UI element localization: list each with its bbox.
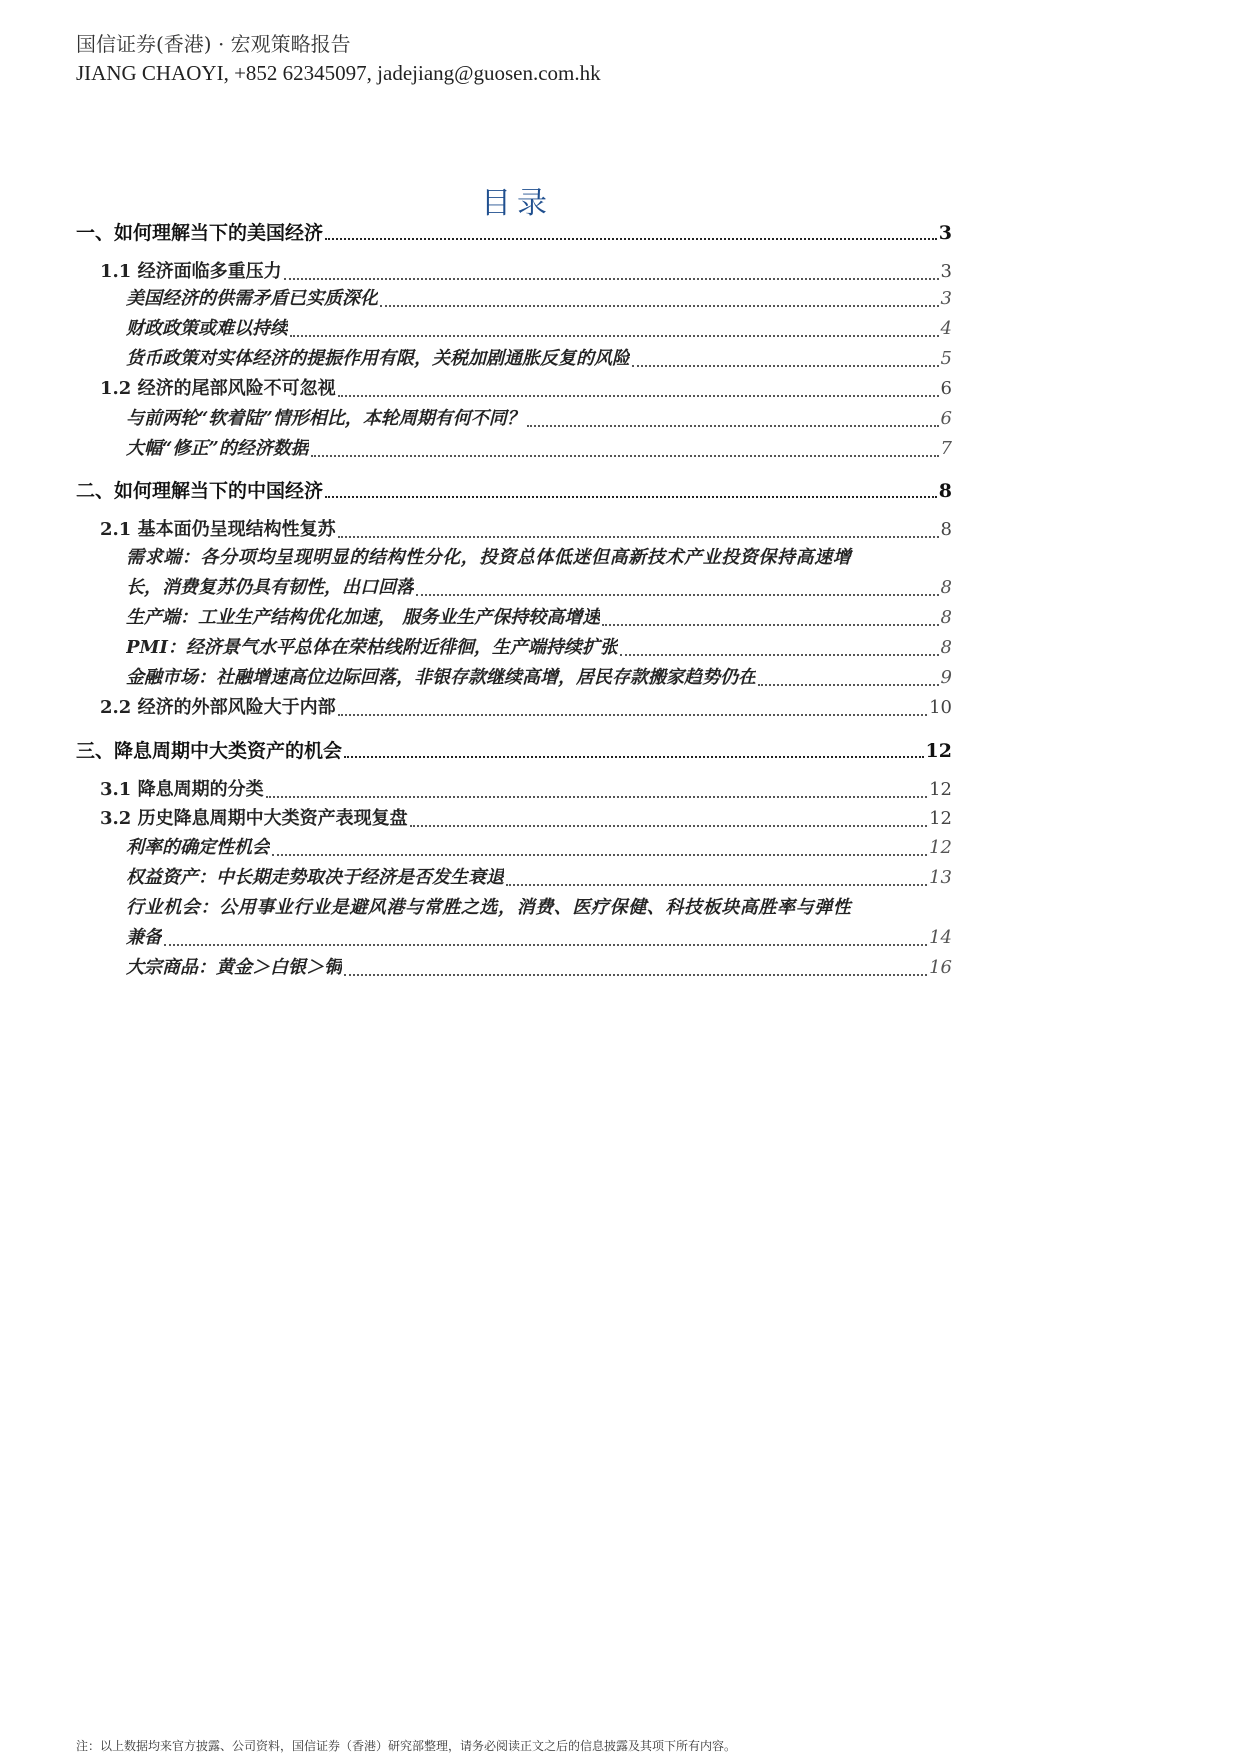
toc-entry-page: 8: [938, 480, 952, 502]
toc-entry-text: 三、降息周期中大类资产的机会: [76, 740, 343, 762]
toc-leader-dots: [338, 395, 939, 397]
toc-entry-3-2[interactable]: [76, 805, 952, 833]
toc-entry-page: 9: [940, 667, 952, 688]
toc-leader-dots: [164, 944, 927, 946]
toc-leader-dots: [632, 365, 939, 367]
toc-entry-text: 3.1 降息周期的分类: [100, 779, 264, 800]
toc-entry-3-2-b[interactable]: [76, 864, 952, 892]
toc-leader-dots: [416, 594, 939, 596]
toc-leader-dots: [272, 854, 927, 856]
toc-entry-1-2-b[interactable]: [76, 435, 952, 463]
toc-leader-dots: [602, 624, 938, 626]
toc-entry-2-1-a[interactable]: [76, 574, 952, 602]
toc-entry-3-1[interactable]: [76, 776, 952, 804]
toc-entry-2-1-c[interactable]: [76, 634, 952, 662]
toc-entry-3-2-a[interactable]: [76, 834, 952, 862]
toc-leader-dots: [290, 335, 939, 337]
toc-leader-dots: [506, 884, 927, 886]
toc-entry-text: 利率的确定性机会: [126, 837, 270, 858]
toc-entry-page: 6: [940, 378, 952, 399]
toc-entry-text: 权益资产：中长期走势取决于经济是否发生衰退: [126, 867, 504, 888]
toc-entry-page: 8: [940, 607, 952, 628]
toc-entry-page: 7: [940, 438, 952, 459]
toc-leader-dots: [325, 238, 937, 240]
toc-entry-2-2[interactable]: [76, 694, 952, 722]
toc-entry-page: 16: [929, 957, 952, 978]
toc-entry-1-2[interactable]: [76, 375, 952, 403]
toc-entry-page: 8: [940, 637, 952, 658]
toc-entry-1-1-a[interactable]: [76, 285, 952, 313]
toc-entry-1[interactable]: [76, 218, 952, 248]
toc-leader-dots: [758, 684, 939, 686]
toc-leader-dots: [344, 756, 924, 758]
toc-entry-page: 12: [929, 837, 952, 858]
toc-entry-3-2-d[interactable]: [76, 954, 952, 982]
toc-entry-page: 4: [940, 318, 952, 339]
toc-entry-1-1-b[interactable]: [76, 315, 952, 343]
toc-leader-dots: [284, 278, 939, 280]
toc-entry-2-1-d[interactable]: [76, 664, 952, 692]
toc-entry-page: 3: [940, 288, 952, 309]
toc-entry-text: 长，消费复苏仍具有韧性，出口回落: [126, 577, 414, 598]
toc-entry-text: 金融市场：社融增速高位边际回落，非银存款继续高增，居民存款搬家趋势仍在: [126, 667, 756, 688]
toc-entry-page: 3: [940, 261, 952, 282]
toc-entry-1-1-c[interactable]: [76, 345, 952, 373]
toc-entry-page: 14: [929, 927, 952, 948]
toc-entry-text: 一、如何理解当下的美国经济: [76, 222, 324, 244]
toc-entry-text: 美国经济的供需矛盾已实质深化: [126, 288, 378, 309]
footer-disclaimer: 注：以上数据均来官方披露、公司资料，国信证券（香港）研究部整理，请务必阅读正文之后的信息披露及其项下所有内容。: [76, 1739, 737, 1753]
toc-entry-text: 生产端：工业生产结构优化加速， 服务业生产保持较高增速: [126, 607, 601, 628]
toc-entry-2-1[interactable]: [76, 516, 952, 544]
toc-entry-1-1[interactable]: [76, 258, 952, 286]
toc-leader-dots: [344, 974, 927, 976]
toc-entry-3[interactable]: [76, 736, 952, 766]
toc-entry-page: 8: [940, 519, 952, 540]
toc-entry-2[interactable]: [76, 476, 952, 506]
toc-entry-text: 2.2 经济的外部风险大于内部: [100, 697, 336, 718]
toc-entry-text: 2.1 基本面仍呈现结构性复苏: [100, 519, 336, 540]
toc-leader-dots: [325, 496, 937, 498]
toc-entry-text: 大幅“修正”的经济数据: [126, 438, 309, 459]
toc-entry-text: 1.1 经济面临多重压力: [100, 261, 282, 282]
header-firm-title: 国信证券(香港) · 宏观策略报告: [76, 32, 351, 56]
toc-entry-page: 12: [929, 808, 952, 829]
toc-leader-dots: [338, 714, 928, 716]
toc-entry-page: 3: [938, 222, 952, 244]
toc-entry-text: PMI：经济景气水平总体在荣枯线附近徘徊，生产端持续扩张: [126, 637, 618, 658]
toc-entry-text: 兼备: [126, 927, 162, 948]
toc-leader-dots: [410, 825, 928, 827]
toc-entry-page: 10: [929, 697, 952, 718]
toc-title: 目录: [481, 186, 553, 221]
toc-leader-dots: [338, 536, 939, 538]
toc-leader-dots: [380, 305, 939, 307]
toc-entry-page: 13: [929, 867, 952, 888]
toc-entry-text: 1.2 经济的尾部风险不可忽视: [100, 378, 336, 399]
toc-leader-dots: [527, 425, 939, 427]
toc-entry-text: 大宗商品：黄金＞白银＞铜: [126, 957, 342, 978]
toc-leader-dots: [311, 455, 939, 457]
toc-leader-dots: [266, 796, 928, 798]
toc-entry-text: 与前两轮“软着陆”情形相比，本轮周期有何不同？: [126, 408, 525, 429]
toc-entry-2-1-a-line1[interactable]: 需求端：各分项均呈现明显的结构性分化，投资总体低迷但高新技术产业投资保持高速增: [126, 547, 852, 568]
report-header: [76, 30, 601, 88]
toc-entry-text: 货币政策对实体经济的提振作用有限，关税加剧通胀反复的风险: [126, 348, 630, 369]
toc-leader-dots: [620, 654, 939, 656]
toc-entry-text: 3.2 历史降息周期中大类资产表现复盘: [100, 808, 408, 829]
toc-entry-2-1-b[interactable]: [76, 604, 952, 632]
toc-entry-3-2-c[interactable]: [76, 924, 952, 952]
toc-entry-page: 12: [929, 779, 952, 800]
toc-entry-text: 二、如何理解当下的中国经济: [76, 480, 324, 502]
toc-entry-1-2-a[interactable]: [76, 405, 952, 433]
toc-entry-page: 12: [925, 740, 952, 762]
toc-entry-page: 6: [940, 408, 952, 429]
toc-entry-text: 财政政策或难以持续: [126, 318, 288, 339]
header-author-contact: JIANG CHAOYI, +852 62345097, jadejiang@guosen.com.hk: [76, 61, 601, 85]
toc-entry-page: 5: [940, 348, 952, 369]
toc-entry-page: 8: [940, 577, 952, 598]
toc-entry-3-2-c-line1[interactable]: 行业机会：公用事业行业是避风港与常胜之选，消费、医疗保健、科技板块高胜率与弹性: [126, 897, 852, 918]
